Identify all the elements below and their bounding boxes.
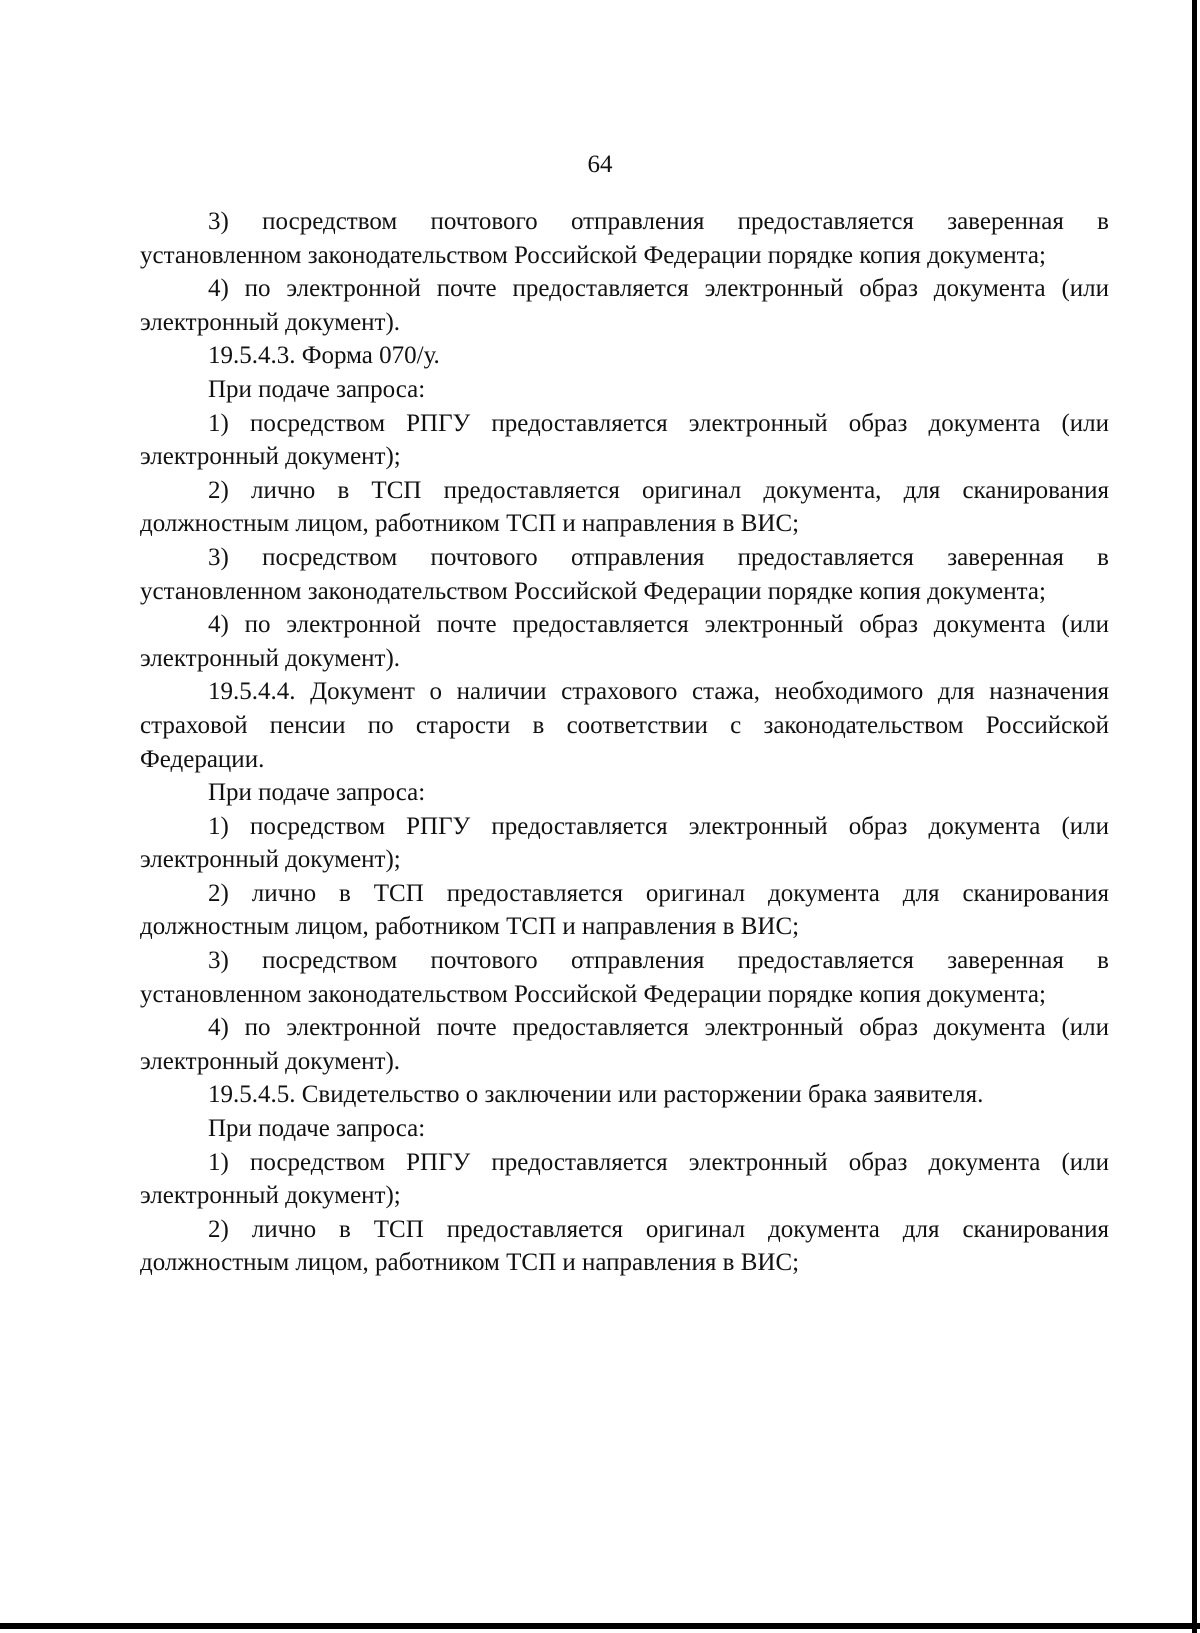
paragraph-request-intro: При подаче запроса: xyxy=(208,1115,426,1143)
paragraph-rpgu: 1) посредством РПГУ предоставляется электронный образ документа (или электронный документ); xyxy=(140,409,1109,471)
scan-edge-bottom xyxy=(0,1623,1200,1629)
paragraph-tsp-in-person: 2) лично в ТСП предоставляется оригинал документа для сканирования должностным лицом, работником ТСП и направления в ВИС; xyxy=(140,879,1109,941)
paragraph-request-intro: При подаче запроса: xyxy=(208,779,426,807)
section-heading-19-5-4-4: 19.5.4.4. Документ о наличии страхового стажа, необходимого для назначения страховой пенсии по старости в соответствии с законодательством Российской Федерации. xyxy=(140,678,1109,773)
paragraph-postal-copy: 3) посредством почтового отправления предоставляется заверенная в установленном законодательством Российской Федерации порядке копия документа; xyxy=(140,208,1109,269)
paragraph-tsp-in-person: 2) лично в ТСП предоставляется оригинал документа для сканирования должностным лицом, работником ТСП и направления в ВИС; xyxy=(140,1215,1109,1277)
paragraph-postal-copy: 3) посредством почтового отправления предоставляется заверенная в установленном законодательством Российской Федерации порядке копия документа; xyxy=(140,543,1109,605)
paragraph-rpgu: 1) посредством РПГУ предоставляется электронный образ документа (или электронный документ); xyxy=(140,1148,1109,1210)
section-heading-19-5-4-5: 19.5.4.5. Свидетельство о заключении или расторжении брака заявителя. xyxy=(208,1081,984,1109)
paragraph-tsp-in-person: 2) лично в ТСП предоставляется оригинал документа, для сканирования должностным лицом, работником ТСП и направления в ВИС; xyxy=(140,476,1109,538)
paragraph-request-intro: При подаче запроса: xyxy=(208,375,426,403)
paragraph-email-image: 4) по электронной почте предоставляется электронный образ документа (или электронный документ). xyxy=(140,611,1109,672)
paragraph-email-image: 4) по электронной почте предоставляется электронный образ документа (или электронный документ). xyxy=(140,1014,1109,1075)
section-heading-19-5-4-3: 19.5.4.3. Форма 070/у. xyxy=(208,342,440,370)
scan-edge-right xyxy=(1192,0,1197,1633)
paragraph-postal-copy: 3) посредством почтового отправления предоставляется заверенная в установленном законодательством Российской Федерации порядке копия документа; xyxy=(140,947,1109,1008)
paragraph-rpgu: 1) посредством РПГУ предоставляется электронный образ документа (или электронный документ); xyxy=(140,812,1109,874)
document-body xyxy=(140,205,1109,1280)
page-number: 64 xyxy=(587,151,613,178)
paragraph-email-image: 4) по электронной почте предоставляется электронный образ документа (или электронный документ). xyxy=(140,275,1109,336)
